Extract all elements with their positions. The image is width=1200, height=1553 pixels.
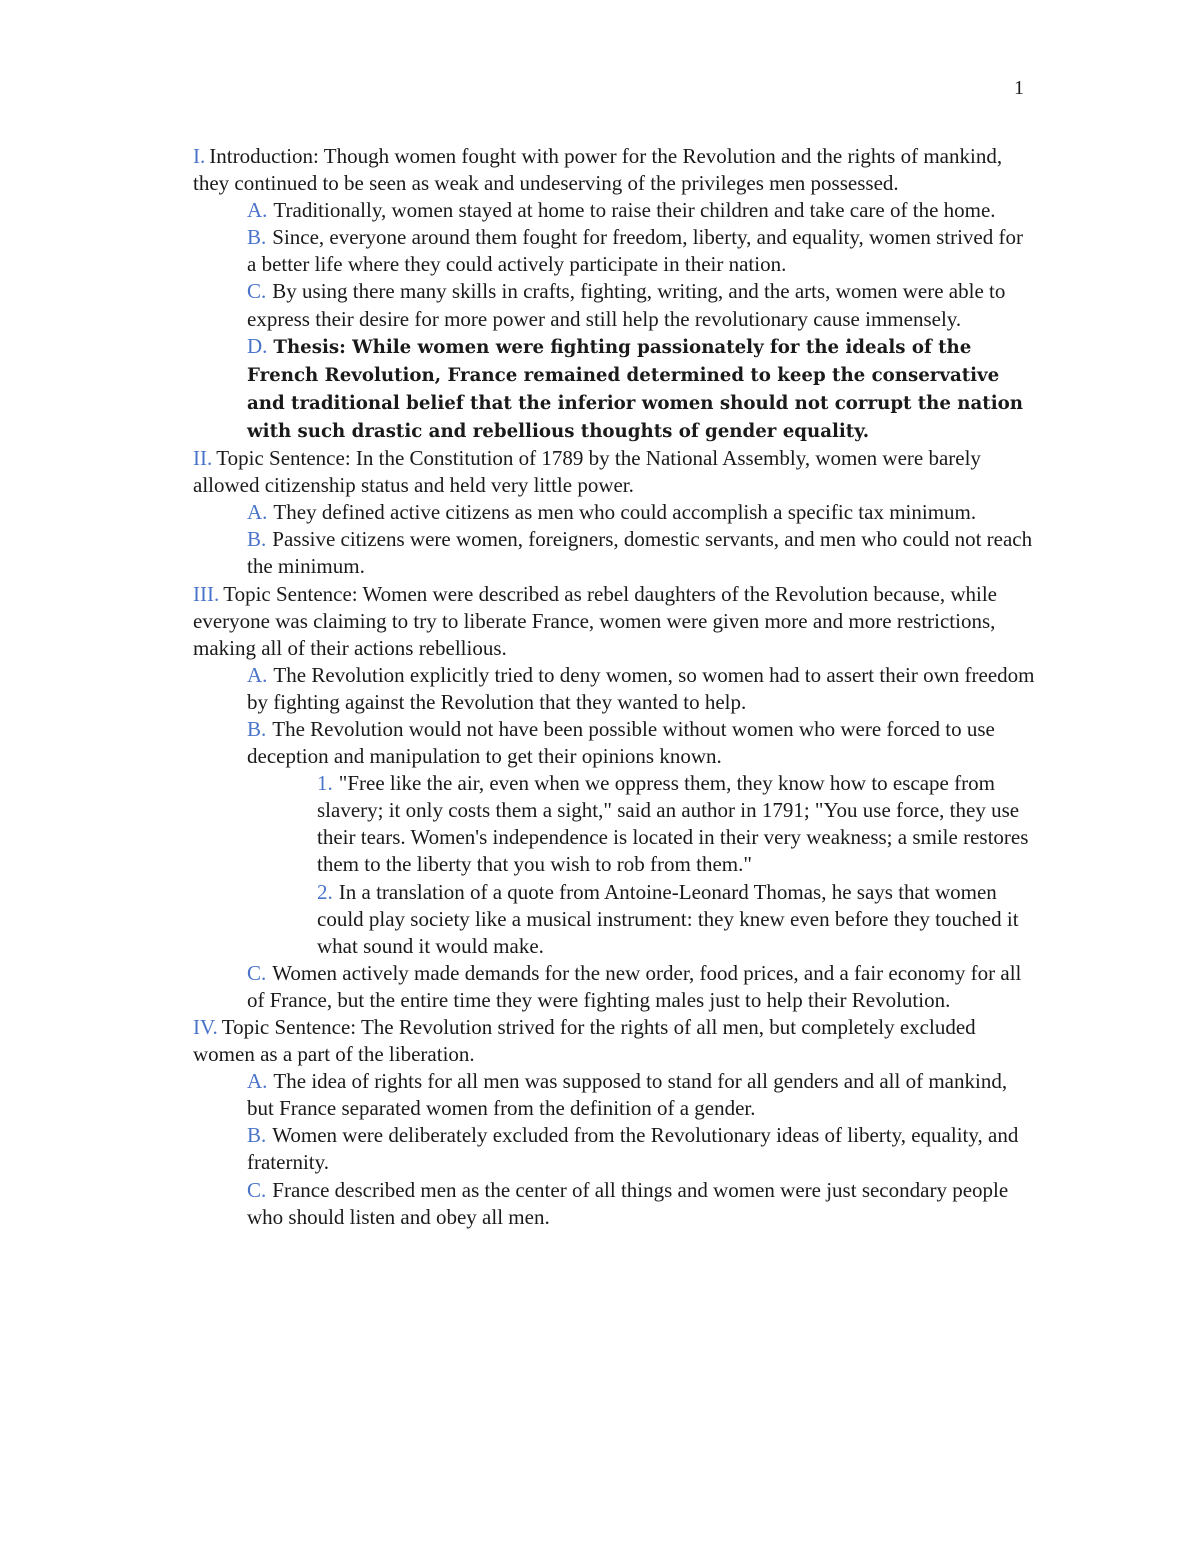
outline-marker: 2. (317, 879, 333, 904)
outline-text: They defined active citizens as men who could accomplish a specific tax minimum. (273, 500, 977, 525)
outline-item-iii-c (193, 960, 1035, 1014)
outline-marker: B. (247, 716, 267, 741)
outline-marker: A. (247, 1069, 268, 1094)
outline-marker: D. (247, 333, 268, 358)
outline-item-iii-b (193, 716, 1035, 770)
outline-marker: A. (247, 662, 268, 687)
outline-marker: C. (247, 1177, 267, 1202)
outline-item-thesis (193, 333, 1035, 445)
outline-text: "Free like the air, even when we oppress them, they know how to escape from slavery; it only costs them a sight," said an author in 1791; "You use force, they use their tears. Women's independence is located in their very weakness; a smile restores them to the liberty that you wish to rob from them." (317, 771, 1029, 877)
outline-item-iv (193, 1014, 1035, 1068)
outline-marker: B. (247, 225, 267, 250)
outline-text: Topic Sentence: In the Constitution of 1789 by the National Assembly, women were barely allowed citizenship status and held very little power. (193, 446, 981, 498)
outline-text: The Revolution would not have been possible without women who were forced to use deception and manipulation to get their opinions known. (247, 716, 995, 769)
outline-marker: 1. (317, 771, 333, 796)
outline-item-iii-a (193, 662, 1035, 716)
outline-item-iv-c (193, 1177, 1035, 1231)
outline-marker: I. (193, 144, 206, 168)
outline-text: The idea of rights for all men was supposed to stand for all genders and all of mankind, but France separated women from the definition of a gender. (247, 1069, 1008, 1121)
outline-item-iii (193, 581, 1035, 662)
outline-item-iv-b (193, 1122, 1035, 1176)
outline-item-i-c (193, 278, 1035, 332)
outline-marker: A. (247, 198, 268, 223)
outline-item-ii-a (193, 499, 1035, 526)
thesis-statement: Thesis: While women were fighting passionately for the ideals of the French Revolution, France remained determined to keep the conservative and traditional belief that the inferior women should not corrupt the nation with such drastic and rebellious thoughts of gender equality. (247, 336, 1023, 442)
outline-text: Topic Sentence: Women were described as rebel daughters of the Revolution because, while everyone was claiming to try to liberate France, women were given more and more restrictions, making all of their actions rebellious. (193, 581, 998, 660)
essay-outline (193, 143, 1035, 1231)
outline-marker: II. (193, 446, 213, 471)
outline-text: Introduction: Though women fought with power for the Revolution and the rights of mankind, they continued to be seen as weak and undeserving of the privileges men possessed. (193, 144, 1003, 196)
outline-text: Topic Sentence: The Revolution strived for the rights of all men, but completely excluded women as a part of the liberation. (193, 1015, 976, 1067)
outline-text: France described men as the center of all things and women were just secondary people who should listen and obey all men. (247, 1177, 1009, 1229)
outline-marker: C. (247, 279, 267, 304)
outline-text: The Revolution explicitly tried to deny women, so women had to assert their own freedom by fighting against the Revolution that they wanted to help. (247, 662, 1035, 714)
outline-text: Women actively made demands for the new order, food prices, and a fair economy for all of France, but the entire time they were fighting males just to help their Revolution. (247, 960, 1022, 1012)
outline-marker: A. (247, 500, 268, 525)
outline-item-i-a (193, 197, 1035, 224)
outline-marker: B. (247, 527, 267, 552)
outline-item-iii-b-2 (193, 879, 1035, 960)
outline-item-i-b (193, 224, 1035, 278)
outline-item-ii (193, 445, 1035, 499)
outline-text: By using there many skills in crafts, fighting, writing, and the arts, women were able to express their desire for more power and still help the revolutionary cause immensely. (247, 279, 1006, 331)
outline-text: Traditionally, women stayed at home to raise their children and take care of the home. (273, 198, 996, 223)
outline-text: In a translation of a quote from Antoine-Leonard Thomas, he says that women could play society like a musical instrument: they knew even before they touched it what sound it would make. (317, 879, 1019, 958)
outline-marker: B. (247, 1123, 267, 1148)
page-number: 1 (1014, 77, 1024, 99)
outline-item-iv-a (193, 1068, 1035, 1122)
outline-text: Since, everyone around them fought for freedom, liberty, and equality, women strived for a better life where they could actively participate in their nation. (247, 225, 1023, 277)
outline-item-iii-b-1 (193, 770, 1035, 878)
outline-item-ii-b (193, 526, 1035, 580)
outline-marker: III. (193, 581, 220, 606)
outline-item-i (193, 143, 1035, 197)
outline-marker: C. (247, 960, 267, 985)
outline-text: Women were deliberately excluded from the Revolutionary ideas of liberty, equality, and fraternity. (247, 1123, 1019, 1175)
outline-text: Passive citizens were women, foreigners, domestic servants, and men who could not reach the minimum. (247, 527, 1033, 579)
outline-marker: IV. (193, 1015, 218, 1039)
